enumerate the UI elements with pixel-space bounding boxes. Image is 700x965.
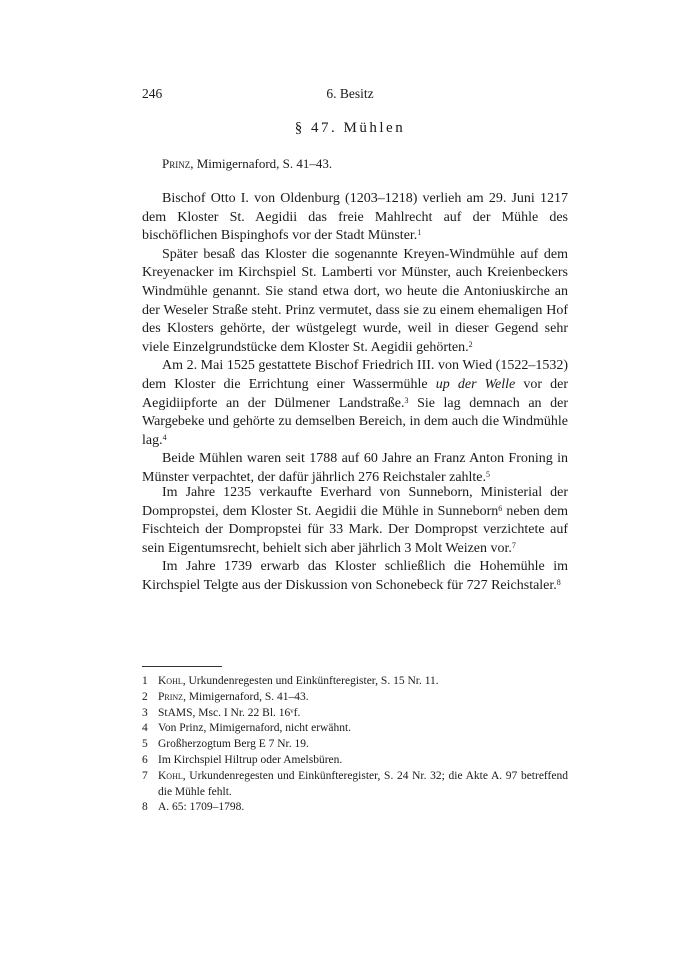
paragraph-3 [142, 357, 568, 450]
footnote-author: Kohl [158, 675, 183, 687]
literature-author: Prinz [162, 156, 191, 171]
footnote [142, 721, 568, 737]
footnote [142, 800, 568, 816]
body-block-1 [142, 190, 568, 488]
footnote-text: , Urkundenregesten und Einkünfteregister, S. 15 Nr. 11. [182, 675, 439, 687]
footnote-number: 4 [142, 722, 148, 735]
footnote-number: 7 [142, 769, 148, 782]
paragraph-text: Beide Mühlen waren seit 1788 auf 60 Jahre an Franz Anton Froning in Münster verpachtet, der dafür jährlich 276 Reichstaler zahlte. [142, 451, 568, 485]
italic-phrase: up der Welle [435, 376, 516, 392]
paragraph-1 [142, 190, 568, 246]
footnote-ref[interactable]: 6 [498, 503, 503, 513]
footnote-ref[interactable]: 7 [511, 540, 516, 550]
footnote-number: 3 [142, 706, 148, 719]
literature-reference [162, 156, 332, 172]
footnote-ref[interactable]: 5 [486, 469, 491, 479]
footnote-ref[interactable]: 2 [468, 339, 473, 349]
page-number: 246 [142, 86, 163, 101]
footnote [142, 674, 568, 690]
footnote [142, 690, 568, 706]
footnote-author: Kohl [158, 769, 183, 782]
paragraph-text: Bischof Otto I. von Oldenburg (1203–1218) verlieh am 29. Juni 1217 dem Kloster St. Aegidii das freie Mahlrecht auf der Mühle des bischöflichen Bispinghofs vor der Stadt Münster. [142, 191, 568, 244]
footnote-ref[interactable]: 3 [404, 395, 409, 405]
running-title: 6. Besitz [326, 86, 374, 101]
paragraph-text: Am 2. Mai 1525 gestattete Bischof Friedrich III. von Wied (1522–1532) dem Kloster die Errichtung einer Wassermühle [142, 358, 568, 392]
footnote-ref[interactable]: 4 [162, 432, 167, 442]
section-heading: § 47. Mühlen [294, 120, 406, 136]
paragraph-text: Sie lag demnach an der Wargebeke und gehörte zu demselben Bereich, in dem auch die Windmühle lag. [142, 395, 568, 448]
footnote-text: Großherzogtum Berg E 7 Nr. 19. [158, 738, 309, 751]
paragraph-text: neben dem Fischteich der Dompropstei für 33 Mark. Der Dompropst verzichtete auf sein Eigentumsrecht, behielt sich aber jährlich 3 Molt Weizen vor. [142, 503, 568, 556]
footnote [142, 769, 568, 801]
paragraph-4 [142, 450, 568, 487]
body-block-2 [142, 484, 568, 596]
footnote-number: 6 [142, 753, 148, 766]
footnote [142, 706, 568, 722]
paragraph-text: vor der Aegidiipforte an der Dülmener Landstraße. [142, 376, 568, 411]
footnote-text: Im Kirchspiel Hiltrup oder Amelsbüren. [158, 753, 343, 766]
footnote [142, 753, 568, 769]
footnote-ref[interactable]: 1 [417, 228, 422, 238]
paragraph-5 [142, 484, 568, 558]
footnote-number: 5 [142, 738, 148, 751]
footnote-divider [142, 666, 222, 667]
footnote-number: 2 [142, 690, 148, 703]
footnote-text: Von Prinz, Mimigernaford, nicht erwähnt. [158, 722, 352, 735]
paragraph-text: Später besaß das Kloster die sogenannte Kreyen-Windmühle auf dem Kreyenacker im Kirchspiel St. Lamberti vor Münster, auch Kreienbeckers Windmühle genannt. Sie stand etwa dort, wo heute die Antoniuskirche an der Weseler Straße steht. Prinz vermutet, dass sie zu einem ehemaligen Hof des Klosters gehörte, der wüstgelegt wurde, weil in dieser Gegend sehr viele Einzelgrundstücke dem Kloster St. Aegidii gehörten. [142, 246, 568, 355]
footnote-text: , Mimigernaford, S. 41–43. [183, 690, 309, 703]
footnote-text: A. 65: 1709–1798. [158, 801, 245, 814]
footnote [142, 737, 568, 753]
paragraph-2 [142, 246, 568, 358]
footnote-author: Prinz [158, 690, 184, 703]
footnote-number: 8 [142, 801, 148, 814]
paragraph-text: Im Jahre 1739 erwarb das Kloster schließlich die Hohemühle im Kirchspiel Telgte aus der Diskussion von Schonebeck für 727 Reichstaler. [142, 559, 568, 593]
literature-rest: , Mimigernaford, S. 41–43. [190, 156, 333, 171]
footnote-number: 1 [142, 675, 148, 687]
footnotes [142, 674, 568, 816]
footnote-text: , Urkundenregesten und Einkünfteregister, S. 24 Nr. 32; die Akte A. 97 betreffend die Mühle fehlt. [158, 769, 568, 798]
paragraph-6 [142, 558, 568, 595]
paragraph-text: Im Jahre 1235 verkaufte Everhard von Sunneborn, Ministerial der Dompropstei, dem Kloster St. Aegidii die Mühle in Sunneborn [142, 485, 568, 519]
footnote-ref[interactable]: 8 [556, 577, 561, 587]
footnote-text: StAMS, Msc. I Nr. 22 Bl. 16ᵛf. [158, 706, 301, 719]
